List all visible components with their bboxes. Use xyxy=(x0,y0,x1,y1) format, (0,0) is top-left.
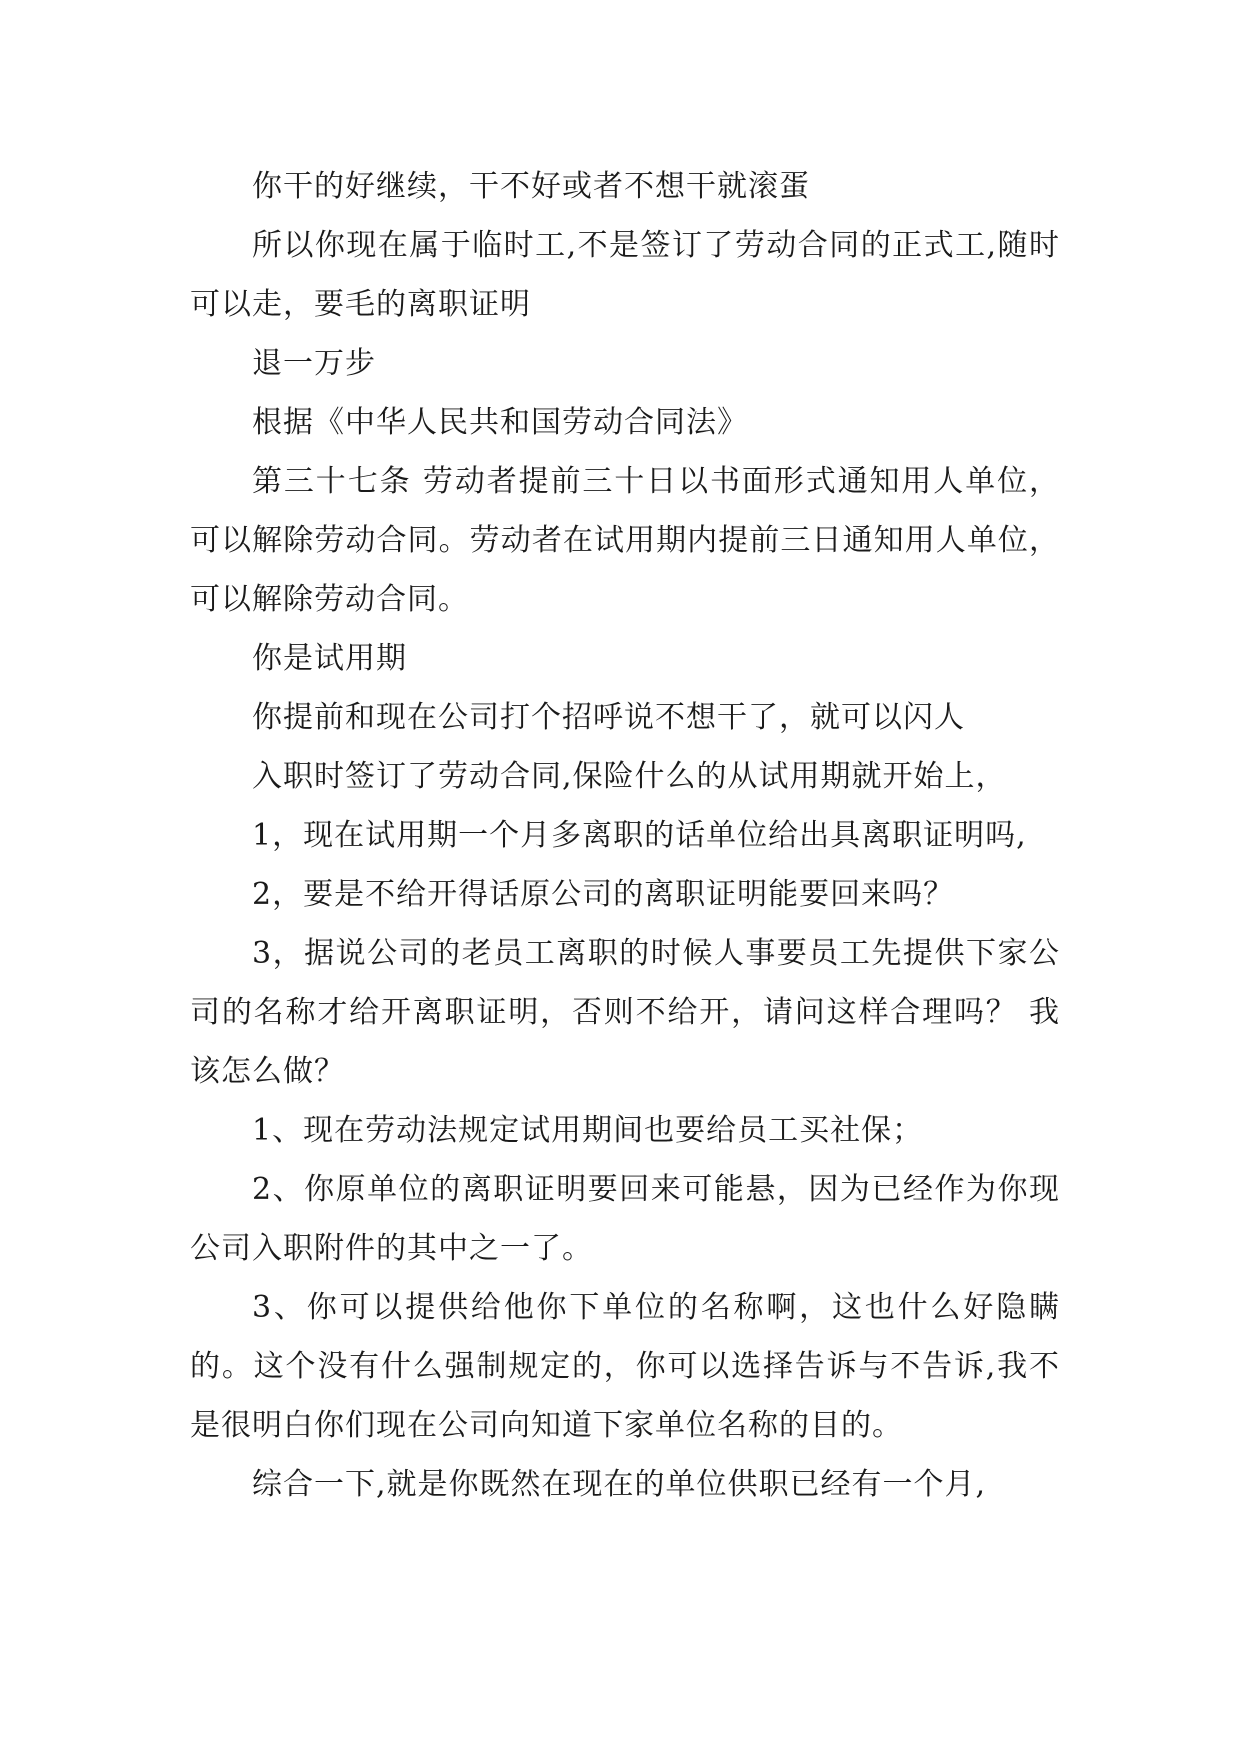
paragraph: 3、你可以提供给他你下单位的名称啊，这也什么好隐瞒的。这个没有什么强制规定的，你可以选择告诉与不告诉,我不是很明白你们现在公司向知道下家单位名称的目的。 xyxy=(190,1290,1060,1443)
paragraph: 第三十七条 劳动者提前三十日以书面形式通知用人单位，可以解除劳动合同。劳动者在试用期内提前三日通知用人单位，可以解除劳动合同。 xyxy=(190,464,1060,617)
paragraph: 2，要是不给开得话原公司的离职证明能要回来吗？ xyxy=(252,877,955,912)
paragraph: 3，据说公司的老员工离职的时候人事要员工先提供下家公司的名称才给开离职证明，否则不给开，请问这样合理吗？ 我该怎么做？ xyxy=(190,936,1060,1089)
paragraph: 你干的好继续，干不好或者不想干就滚蛋 xyxy=(252,169,810,204)
paragraph: 你是试用期 xyxy=(252,641,407,676)
paragraph: 退一万步 xyxy=(252,346,376,381)
paragraph: 综合一下,就是你既然在现在的单位供职已经有一个月, xyxy=(252,1467,987,1502)
paragraph: 所以你现在属于临时工,不是签订了劳动合同的正式工,随时可以走，要毛的离职证明 xyxy=(190,228,1060,322)
paragraph: 1、现在劳动法规定试用期间也要给员工买社保； xyxy=(252,1113,924,1148)
paragraph: 2、你原单位的离职证明要回来可能悬，因为已经作为你现公司入职附件的其中之一了。 xyxy=(190,1172,1060,1266)
paragraph: 入职时签订了劳动合同,保险什么的从试用期就开始上， xyxy=(252,759,1007,794)
document-body xyxy=(190,157,1060,1514)
paragraph: 1，现在试用期一个月多离职的话单位给出具离职证明吗, xyxy=(252,818,1027,853)
paragraph: 你提前和现在公司打个招呼说不想干了，就可以闪人 xyxy=(252,700,965,735)
paragraph: 根据《中华人民共和国劳动合同法》 xyxy=(252,405,748,440)
